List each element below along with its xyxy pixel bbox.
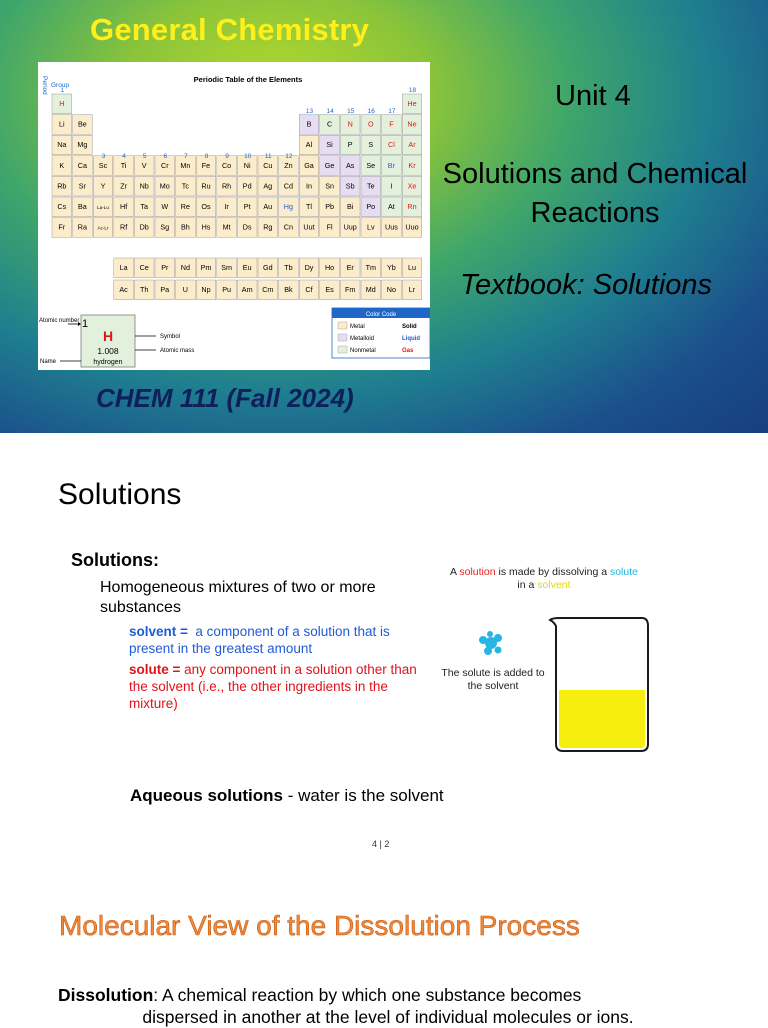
element-symbol: Ne	[407, 119, 417, 129]
group-number: 14	[326, 108, 334, 115]
group-number: 10	[244, 153, 252, 160]
unit-subtitle: Solutions and Chemical Reactions	[442, 158, 748, 229]
dissolution-term: Dissolution	[58, 985, 154, 1005]
element-symbol: B	[306, 119, 312, 129]
element-symbol: Fr	[58, 222, 66, 232]
element-symbol: As	[346, 160, 355, 170]
element-symbol: Cl	[388, 140, 395, 150]
beaker-icon	[550, 618, 648, 751]
key-example-number: 1	[82, 318, 89, 330]
solvent-text: a component of a solution that is present in the greatest amount	[129, 624, 390, 656]
element-symbol: La	[119, 263, 128, 272]
element-symbol: Uus	[385, 222, 398, 232]
caption-a: A	[450, 566, 457, 578]
group-number: 16	[367, 108, 375, 115]
element-symbol: Rh	[221, 181, 232, 191]
element-symbol: Rg	[263, 222, 273, 232]
element-symbol: Co	[221, 160, 232, 170]
element-symbol: Ni	[243, 160, 251, 170]
element-symbol: Bk	[284, 285, 293, 294]
element-symbol: Li	[58, 119, 65, 129]
element-symbol: Re	[180, 202, 191, 211]
element-symbol: V	[141, 160, 147, 170]
dissolution-text-a: : A chemical reaction by which one substance becomes	[153, 985, 582, 1005]
element-symbol: Db	[139, 222, 149, 232]
dissolution-definition	[58, 984, 718, 1028]
element-symbol: Kr	[408, 160, 416, 170]
solute-text: any component in a solution other than the solvent (i.e., the other ingredients in the mixture)	[129, 662, 417, 711]
textbook-reference: Textbook: Solutions	[460, 269, 713, 301]
pt-period-label: Period	[41, 76, 48, 95]
page-number: 4 | 2	[372, 839, 390, 849]
periodic-table-image	[38, 62, 430, 370]
dissolution-text-b: dispersed in another at the level of individual molecules or ions.	[142, 1007, 634, 1027]
element-symbol: U	[182, 285, 189, 294]
element-symbol: Pa	[160, 285, 170, 294]
element-symbol: Ar	[408, 140, 416, 150]
element-symbol: W	[161, 202, 169, 211]
aqueous-term: Aqueous solutions	[130, 786, 283, 805]
element-symbol: S	[368, 140, 374, 150]
element-symbol: Ho	[324, 263, 335, 272]
group-number: 4	[122, 153, 126, 160]
element-symbol: Pu	[222, 285, 231, 294]
group-number: 7	[184, 153, 188, 160]
element-symbol: Tb	[284, 263, 293, 272]
element-symbol: Gd	[263, 263, 273, 272]
group-number: 11	[264, 153, 272, 160]
element-symbol: Br	[387, 160, 395, 170]
element-symbol: Cn	[283, 222, 294, 232]
element-symbol: Fe	[201, 160, 211, 170]
element-symbol: Sb	[345, 181, 355, 191]
element-symbol: Cd	[283, 181, 294, 191]
caption-b: is made by dissolving a	[498, 566, 608, 578]
element-symbol: Be	[78, 119, 87, 129]
course-name: CHEM 111 (Fall 2024)	[96, 383, 354, 413]
element-symbol: Cs	[57, 202, 67, 211]
key-name-label: Name	[40, 359, 57, 365]
element-symbol: Hs	[201, 222, 211, 232]
element-symbol: Uut	[303, 222, 315, 232]
legend-title: Color Code	[365, 312, 397, 318]
solvent-definition	[129, 623, 419, 657]
element-symbol: Sm	[221, 263, 232, 272]
element-symbol: Na	[57, 140, 67, 150]
element-symbol: P	[347, 140, 353, 150]
pt-key	[39, 315, 194, 367]
element-symbol: Mg	[77, 140, 88, 150]
solvent-term: solvent =	[129, 624, 188, 639]
key-symbol-label: Symbol	[160, 334, 181, 340]
group-number: 12	[285, 153, 293, 160]
element-symbol: Al	[305, 140, 313, 150]
element-symbol: Mo	[159, 181, 170, 191]
legend-gas: Gas	[402, 348, 414, 354]
element-symbol: Uup	[343, 222, 357, 232]
caption-c: in a	[517, 579, 535, 591]
element-symbol: C	[326, 119, 333, 129]
element-symbol: Cu	[263, 160, 273, 170]
element-symbol: Lr	[408, 285, 416, 294]
key-example-symbol: H	[102, 328, 114, 344]
element-symbol: Dy	[304, 263, 314, 272]
legend-nonmetal: Nonmetal	[350, 348, 376, 354]
element-symbol: He	[407, 99, 417, 108]
group-number: 6	[163, 153, 168, 160]
group-number: 17	[388, 108, 396, 115]
key-example-name: hydrogen	[93, 359, 123, 366]
pt-title: Periodic Table of the Elements	[193, 75, 303, 84]
element-symbol: Md	[365, 285, 376, 294]
caption-solvent: solvent	[537, 579, 571, 591]
element-symbol: Bh	[181, 222, 190, 232]
group-number: 3	[101, 153, 106, 160]
element-symbol: Tm	[365, 263, 376, 272]
element-symbol: Er	[346, 263, 354, 272]
element-symbol: Sn	[325, 181, 334, 191]
slide3-title: Molecular View of the Dissolution Process	[59, 910, 580, 941]
caption-solution: solution	[459, 566, 496, 578]
element-symbol: I	[390, 181, 393, 191]
element-symbol: Lu	[408, 263, 416, 272]
element-symbol: Pd	[242, 181, 252, 191]
solute-definition	[129, 661, 419, 712]
element-symbol: Pt	[243, 202, 251, 211]
color-code-legend	[332, 308, 430, 358]
element-symbol: Ru	[201, 181, 211, 191]
element-symbol: Es	[325, 285, 334, 294]
solutions-definition: Homogeneous mixtures of two or more substances	[100, 579, 376, 616]
element-symbol: Rb	[57, 181, 67, 191]
element-symbol: Ac	[119, 285, 128, 294]
element-symbol: In	[306, 181, 312, 191]
element-symbol: Bi	[346, 202, 354, 211]
element-symbol: Tc	[181, 181, 189, 191]
element-symbol: Rf	[120, 222, 128, 232]
element-symbol: Ga	[304, 160, 314, 170]
element-symbol: Cf	[305, 285, 313, 294]
pt-group-label: Group	[51, 82, 70, 89]
element-symbol: Ra	[77, 222, 88, 232]
element-symbol: Fl	[326, 222, 333, 232]
caption-solute: solute	[609, 566, 638, 578]
element-symbol: At	[388, 202, 395, 211]
element-symbol: Ce	[139, 263, 149, 272]
element-symbol: Te	[367, 181, 375, 191]
element-symbol: Se	[366, 160, 376, 170]
group-number: 5	[142, 153, 147, 160]
aqueous-solutions-note	[130, 786, 444, 806]
legend-metal: Metal	[350, 324, 365, 330]
aqueous-text: - water is the solvent	[287, 786, 444, 805]
element-symbol: Th	[140, 285, 149, 294]
element-symbol: Mn	[180, 160, 191, 170]
element-symbol: H	[59, 99, 65, 108]
element-symbol: Tl	[306, 202, 312, 211]
dissolution-line-1	[58, 984, 718, 1006]
element-symbol: Sc	[98, 160, 108, 170]
element-symbol: Nb	[139, 181, 149, 191]
element-symbol: Mt	[222, 222, 231, 232]
legend-liquid: Liquid	[402, 336, 420, 342]
element-symbol: Nd	[180, 263, 191, 272]
element-symbol: Sg	[160, 222, 170, 232]
group-number: 18	[408, 87, 417, 94]
element-symbol: Ac-Lr	[97, 225, 109, 231]
title-slide	[0, 0, 768, 433]
solute-term: solute =	[129, 662, 181, 677]
illustration-caption	[428, 566, 660, 592]
legend-solid: Solid	[402, 324, 417, 330]
element-symbol: Pb	[325, 202, 334, 211]
key-atomic-mass-label: Atomic mass	[160, 348, 195, 354]
key-atomic-number-label: Atomic number	[39, 318, 80, 324]
element-symbol: Fm	[345, 285, 356, 294]
element-symbol: F	[389, 119, 394, 129]
element-symbol: Eu	[242, 263, 252, 272]
element-symbol: Rn	[407, 202, 417, 211]
group-number: 15	[347, 108, 355, 115]
element-symbol: Po	[366, 202, 376, 211]
element-symbol: O	[368, 119, 374, 129]
element-symbol: Ti	[120, 160, 127, 170]
element-symbol: Y	[100, 181, 106, 191]
slide2-title: Solutions	[58, 478, 182, 511]
element-symbol: Am	[241, 285, 253, 294]
slide-title: General Chemistry	[90, 12, 370, 47]
element-symbol: Cm	[262, 285, 274, 294]
solutions-heading: Solutions:	[71, 550, 159, 570]
unit-title: Unit 4	[555, 80, 631, 112]
element-symbol: Ag	[263, 181, 273, 191]
element-symbol: Ba	[78, 202, 87, 211]
element-symbol: Np	[201, 285, 211, 294]
element-symbol: No	[386, 285, 397, 294]
element-symbol: Ta	[140, 202, 148, 211]
element-symbol: Ds	[242, 222, 252, 232]
group-number: 8	[204, 153, 209, 160]
element-symbol: Zr	[120, 181, 127, 191]
element-symbol: Hg	[283, 202, 294, 211]
element-symbol: Au	[263, 202, 273, 211]
solute-added-caption: The solute is added to the solvent	[441, 667, 545, 692]
element-symbol: Os	[201, 202, 211, 211]
element-symbol: Ge	[324, 160, 335, 170]
legend-metalloid: Metalloid	[350, 336, 375, 342]
element-symbol: N	[347, 119, 353, 129]
pt-cells	[52, 87, 422, 300]
element-symbol: Xe	[407, 181, 417, 191]
element-symbol: Pm	[200, 263, 212, 272]
periodic-table-svg	[38, 62, 430, 370]
element-symbol: Si	[326, 140, 333, 150]
element-symbol: Zn	[284, 160, 293, 170]
element-symbol: La-Lu	[97, 205, 109, 210]
element-symbol: Lv	[367, 222, 375, 232]
element-symbol: Pr	[161, 263, 169, 272]
element-symbol: Ca	[77, 160, 88, 170]
group-number: 9	[225, 153, 229, 160]
group-number: 1	[60, 87, 65, 94]
element-symbol: Ir	[224, 202, 229, 211]
element-symbol: Cr	[161, 160, 169, 170]
key-example-mass: 1.008	[97, 346, 119, 356]
element-symbol: K	[59, 160, 65, 170]
element-symbol: Uuo	[405, 222, 419, 232]
element-symbol: Hf	[120, 202, 128, 211]
element-symbol: Sr	[78, 181, 86, 191]
group-number: 13	[305, 108, 314, 115]
solute-blob-icon	[479, 631, 502, 655]
element-symbol: Yb	[387, 263, 396, 272]
